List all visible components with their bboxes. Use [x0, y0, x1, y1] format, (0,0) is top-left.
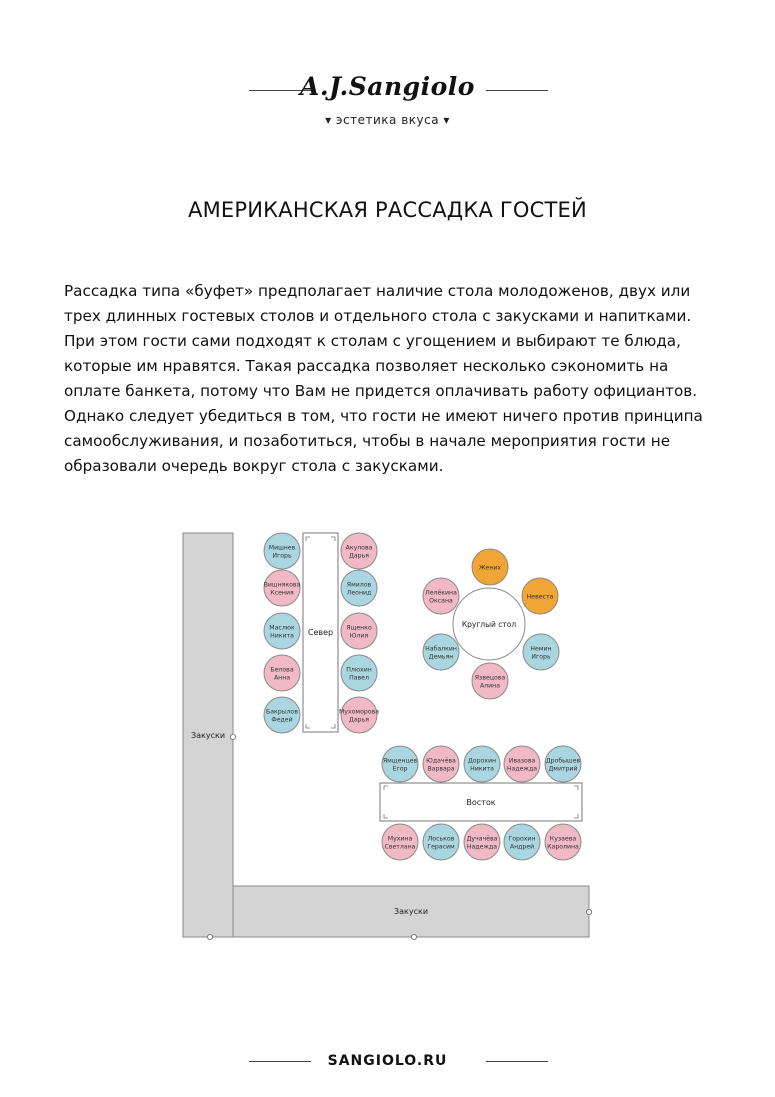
guest-name: Плюхин [346, 666, 372, 674]
guest-name: Немин [530, 645, 552, 653]
guest-name: Андрей [509, 843, 535, 851]
guest-seat [264, 533, 300, 569]
guest-name: Ященко [346, 624, 372, 632]
guest-name: Каролина [547, 843, 579, 851]
guest-name: Горохин [508, 835, 536, 843]
guest-seat [341, 655, 377, 691]
guest-seat [464, 824, 500, 860]
guest-seat [464, 746, 500, 782]
guest-name: Маслюк [269, 624, 295, 632]
east-table [380, 783, 582, 821]
round-table [453, 588, 525, 660]
guest-seat [504, 746, 540, 782]
guest-name: Жених [478, 564, 502, 572]
guest-name: Алина [479, 682, 501, 690]
guest-name: Юдачёва [426, 757, 456, 765]
guest-name: Павел [349, 674, 369, 682]
guest-name: Бакрылов [266, 708, 298, 716]
guest-name: Демьян [428, 653, 454, 661]
paragraph-line: самообслуживания, и позаботиться, чтобы в начале мероприятия гости не [64, 432, 671, 450]
guest-name: Дробышев [545, 757, 581, 765]
guest-name: Акулова [345, 544, 373, 552]
guest-name: Ивазова [508, 757, 536, 765]
guest-name: Надежда [466, 843, 498, 851]
guest-seat [423, 634, 459, 670]
guest-seat [423, 824, 459, 860]
guest-seat [264, 613, 300, 649]
north-table-label: Север [307, 628, 334, 637]
guest-name: Светлана [384, 843, 416, 851]
guest-name: Варвара [427, 765, 455, 773]
guest-name: Надежда [506, 765, 538, 773]
guest-name: Мишнев [268, 544, 296, 552]
paragraph-line: которые им нравятся. Такая рассадка позволяет несколько сэкономить на [64, 357, 669, 375]
snack-table-label: Закуски [190, 731, 226, 740]
guest-name: Егор [392, 765, 408, 773]
guest-name: Лелёкина [425, 589, 457, 597]
paragraph-line: образовали очередь вокруг стола с закусками. [64, 457, 444, 475]
guest-seat [264, 697, 300, 733]
guest-seat [545, 746, 581, 782]
page-title: АМЕРИКАНСКАЯ РАССАДКА ГОСТЕЙ [188, 198, 587, 222]
guest-seat [472, 663, 508, 699]
guest-name: Герасим [427, 843, 455, 851]
east-table-label: Восток [466, 798, 496, 807]
guest-name: Дорохин [467, 757, 497, 765]
guest-seat [472, 549, 508, 585]
snack-table-horizontal [233, 886, 589, 937]
guest-name: Дарья [349, 552, 369, 560]
paragraph-line: При этом гости сами подходят к столам с угощением и выбирают те блюда, [64, 332, 681, 350]
guest-name: Язвецова [474, 674, 506, 682]
guest-seat [341, 613, 377, 649]
guest-name: Набалкин [425, 645, 457, 653]
guest-name: Дмитрий [548, 765, 578, 773]
guest-name: Ямщенцев [382, 757, 418, 765]
guest-name: Федей [271, 716, 293, 724]
guest-seat [341, 570, 377, 606]
guest-seat [504, 824, 540, 860]
guest-name: Никита [470, 765, 494, 773]
guest-name: Невеста [526, 593, 554, 601]
footer-site-link[interactable]: SANGIOLO.RU [327, 1053, 448, 1069]
north-table [303, 533, 338, 732]
guest-seat [341, 533, 377, 569]
guest-name: Дучачёва [466, 835, 498, 843]
guest-name: Дарья [349, 716, 369, 724]
guest-name: Юлия [349, 632, 369, 640]
brand-tagline: ▾ эстетика вкуса ▾ [325, 113, 450, 127]
guest-seat [264, 655, 300, 691]
guest-name: Оксана [429, 597, 453, 605]
guest-seat [522, 578, 558, 614]
guest-seat [264, 570, 301, 606]
guest-seat [382, 746, 418, 782]
guest-name: Лоськов [427, 835, 455, 843]
guest-name: Игорь [531, 653, 551, 661]
paragraph-line: трех длинных гостевых столов и отдельного стола с закусками и напитками. [64, 307, 692, 325]
guest-name: Вишнякова [263, 581, 301, 589]
guest-name: Белова [270, 666, 294, 674]
guest-name: Ксения [270, 589, 294, 597]
guest-name: Кузаева [549, 835, 577, 843]
paragraph-line: оплате банкета, потому что Вам не придется оплачивать работу официантов. [64, 382, 698, 400]
guest-name: Никита [270, 632, 294, 640]
guest-seat [423, 746, 459, 782]
guest-name: Игорь [272, 552, 292, 560]
round-table-label: Круглый стол [461, 620, 517, 629]
guest-name: Леонид [346, 589, 372, 597]
paragraph-line: Однако следует убедиться в том, что гости не имеют ничего против принципа [64, 407, 703, 425]
guest-name: Анна [273, 674, 291, 682]
guest-seat [423, 578, 459, 614]
snack-table-label: Закуски [393, 907, 429, 916]
snack-table-vertical [183, 533, 233, 937]
guest-seat [545, 824, 581, 860]
paragraph-line: Рассадка типа «буфет» предполагает наличие стола молодоженов, двух или [64, 282, 691, 300]
guest-seat [382, 824, 418, 860]
guest-name: Ямилов [346, 581, 372, 589]
guest-seat [523, 634, 559, 670]
guest-seat [339, 697, 379, 733]
guest-name: Мухоморова [338, 708, 380, 716]
guest-name: Мухина [387, 835, 413, 843]
brand-logo: A.J.Sangiolo [300, 72, 475, 101]
